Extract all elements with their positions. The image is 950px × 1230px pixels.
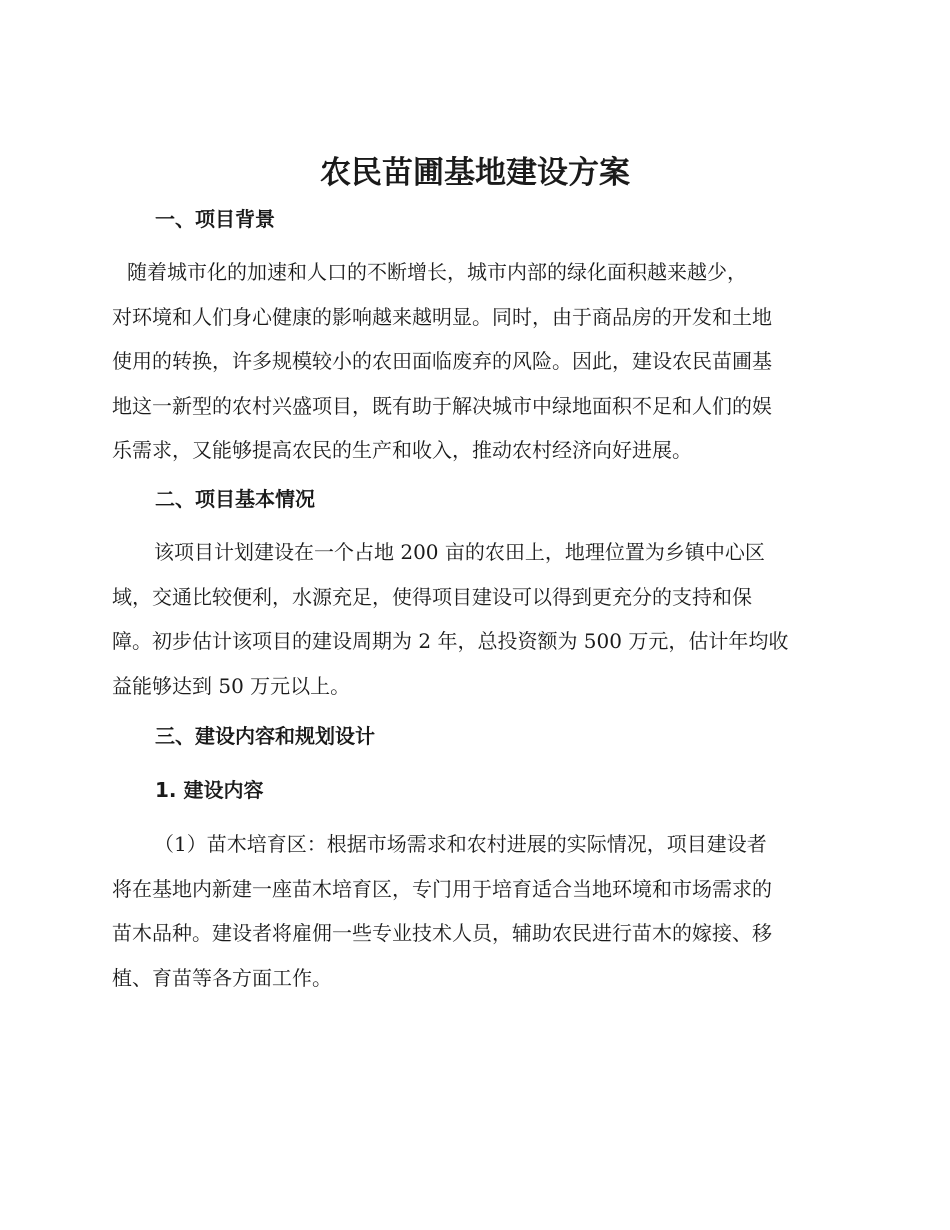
paragraph-line: 苗木品种。建设者将雇佣一些专业技术人员，辅助农民进行苗木的嫁接、移 (112, 921, 772, 945)
paragraph-line: 地这一新型的农村兴盛项目，既有助于解决城市中绿地面积不足和人们的娱 (112, 393, 772, 418)
paragraph-line: 对环境和人们身心健康的影响越来越明显。同时，由于商品房的开发和土地 (112, 304, 772, 329)
paragraph-line: 乐需求，又能够提高农民的生产和收入，推动农村经济向好进展。 (112, 438, 692, 462)
document-title: 农民苗圃基地建设方案 (320, 155, 630, 191)
paragraph-construction-content (112, 822, 842, 1000)
paragraph-line: 植、育苗等各方面工作。 (112, 965, 332, 990)
section-heading-basic-info: 二、项目基本情况 (155, 487, 315, 511)
paragraph-line: 益能够达到 50 万元以上。 (112, 673, 351, 698)
paragraph-line: 将在基地内新建一座苗木培育区，专门用于培育适合当地环境和市场需求的 (112, 876, 772, 901)
section-heading-construction: 三、建设内容和规划设计 (155, 724, 375, 748)
paragraph-basic-info (112, 530, 842, 708)
paragraph-line: 该项目计划建设在一个占地 200 亩的农田上，地理位置为乡镇中心区 (154, 540, 765, 564)
paragraph-background (112, 250, 842, 473)
subsection-heading-content: 1. 建设内容 (155, 778, 264, 802)
paragraph-line: 随着城市化的加速和人口的不断增长，城市内部的绿化面积越来越少， (127, 260, 747, 284)
section-heading-background: 一、项目背景 (155, 207, 275, 231)
paragraph-line: 域，交通比较便利，水源充足，使得项目建设可以得到更充分的支持和保 (112, 584, 752, 609)
paragraph-line: （1）苗木培育区：根据市场需求和农村进展的实际情况，项目建设者 (154, 832, 767, 856)
paragraph-line: 使用的转换，许多规模较小的农田面临废弃的风险。因此，建设农民苗圃基 (112, 349, 772, 373)
paragraph-line: 障。初步估计该项目的建设周期为 2 年，总投资额为 500 万元，估计年均收 (112, 629, 789, 653)
